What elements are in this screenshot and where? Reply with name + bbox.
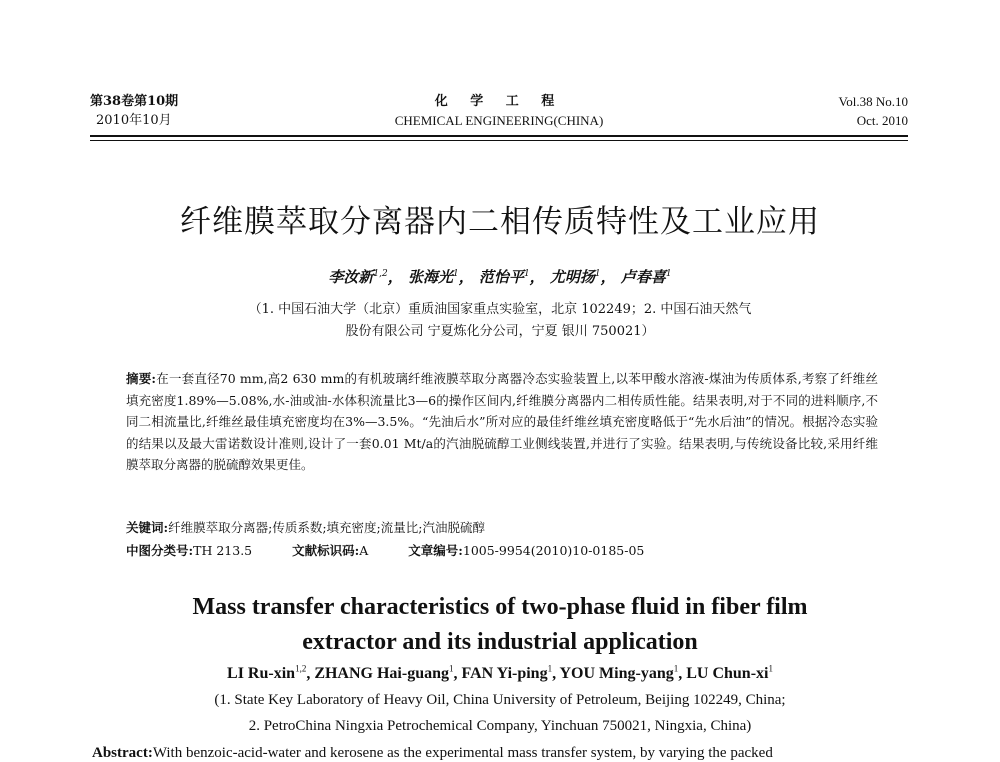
- author-en: LI Ru-xin$^{1,2}$: [227, 664, 307, 683]
- abstract-en-label: Abstract:: [92, 745, 153, 761]
- abstract-cn: [126, 368, 878, 476]
- issue-volume-en: Vol.38 No.10: [838, 94, 908, 109]
- issue-volume: 第38卷第10期: [90, 94, 179, 109]
- author-cn: 李汝新$^{1,2}$: [328, 268, 388, 286]
- author-en: LU Chun-$xi^1$: [686, 664, 773, 683]
- author-en: FAN Yi-ping$^1$: [461, 664, 553, 683]
- abstract-cn-text: 在一套直径70 mm,高2 630 mm的有机玻璃纤维液膜萃取分离器冷态实验装置上,以苯甲酸水溶液-煤油为传质体系,考察了纤维丝填充密度1.89%—5.08%,水-油或油-水体积流量比3—6的操作区间内,纤维膜分离器内二相传质性能。结果表明,对于不同的进料顺序,不同二相流量比,纤维丝最佳填充密度均在3%—3.5%。“先油后水”所对应的最佳纤维丝填充密度略低于“先水后油”的情况。根据冷态实验的结果以及最大雷诺数设计准则,设计了一套0.01 Mt/a的汽油脱硫醇工业侧线装置,并进行了实验。结果表明,与传统设备比较,采用纤维膜萃取分离器的脱硫醇效果更佳。: [126, 371, 878, 472]
- header-rule-thin: [90, 140, 908, 141]
- document-code: 文献标识码:A: [292, 543, 369, 558]
- author-en: YOU Ming-yang$^1$: [559, 664, 679, 683]
- issue-info-en: [839, 92, 908, 130]
- author-list-en: LI Ru-xin$^{1,2}$, ZHANG Hai-guang$^1$, FAN Yi-ping$^1$, YOU Ming-yang$^1$, LU Chun-$xi^1$: [227, 664, 773, 683]
- keywords-label: 关键词:: [126, 520, 169, 535]
- keywords-cn: [126, 518, 878, 536]
- article-number: 文章编号:1005-9954(2010)10-0185-05: [408, 543, 645, 558]
- abstract-en-text: With benzoic-acid-water and kerosene as the experimental mass transfer system, by varying the packed: [152, 745, 773, 761]
- author-cn: 卢春喜$^1$: [620, 268, 672, 286]
- author-cn: 尤明扬$^1$: [549, 268, 601, 286]
- header-rule-thick: [90, 135, 908, 137]
- paper-title-en-line2: extractor and its industrial application: [302, 629, 698, 655]
- author-en: ZHANG Hai-guang$^1$: [314, 664, 454, 683]
- journal-name-cn: 化 学 工 程: [434, 94, 564, 109]
- journal-name: [90, 92, 908, 130]
- affiliation-en-line2: 2. PetroChina Ningxia Petrochemical Company, Yinchuan 750021, Ningxia, China): [248, 718, 752, 734]
- affiliation-cn-line2: 股份有限公司 宁夏炼化分公司，宁夏 银川 750021）: [345, 324, 655, 339]
- issue-date-en: Oct. 2010: [856, 113, 908, 128]
- paper-title-cn: 纤维膜萃取分离器内二相传质特性及工业应用: [180, 204, 820, 240]
- author-cn: 张海光$^1$: [407, 268, 459, 286]
- paper-title-en-line1: Mass transfer characteristics of two-phase fluid in fiber film: [192, 594, 808, 620]
- clc-number: 中图分类号:TH 213.5: [126, 543, 253, 558]
- classification-line: [126, 541, 878, 559]
- abstract-en: [92, 745, 912, 762]
- author-cn: 范怡平$^1$: [478, 268, 530, 286]
- journal-header: [90, 92, 908, 132]
- affiliation-en-line1: (1. State Key Laboratory of Heavy Oil, China University of Petroleum, Beijing 102249, China;: [214, 692, 786, 708]
- author-list-cn: 李汝新$^{1,2}$， 张海光$^1$， 范怡平$^1$， 尤明扬$^1$， 卢春喜$^1$: [328, 268, 672, 286]
- issue-date: 2010年10月: [96, 113, 172, 128]
- journal-name-en: CHEMICAL ENGINEERING(CHINA): [394, 113, 604, 128]
- keywords-text: 纤维膜萃取分离器;传质系数;填充密度;流量比;汽油脱硫醇: [168, 520, 485, 535]
- abstract-cn-label: 摘要:: [126, 371, 157, 386]
- affiliation-cn-line1: （1. 中国石油大学（北京）重质油国家重点实验室，北京 102249；2. 中国石油天然气: [248, 302, 752, 317]
